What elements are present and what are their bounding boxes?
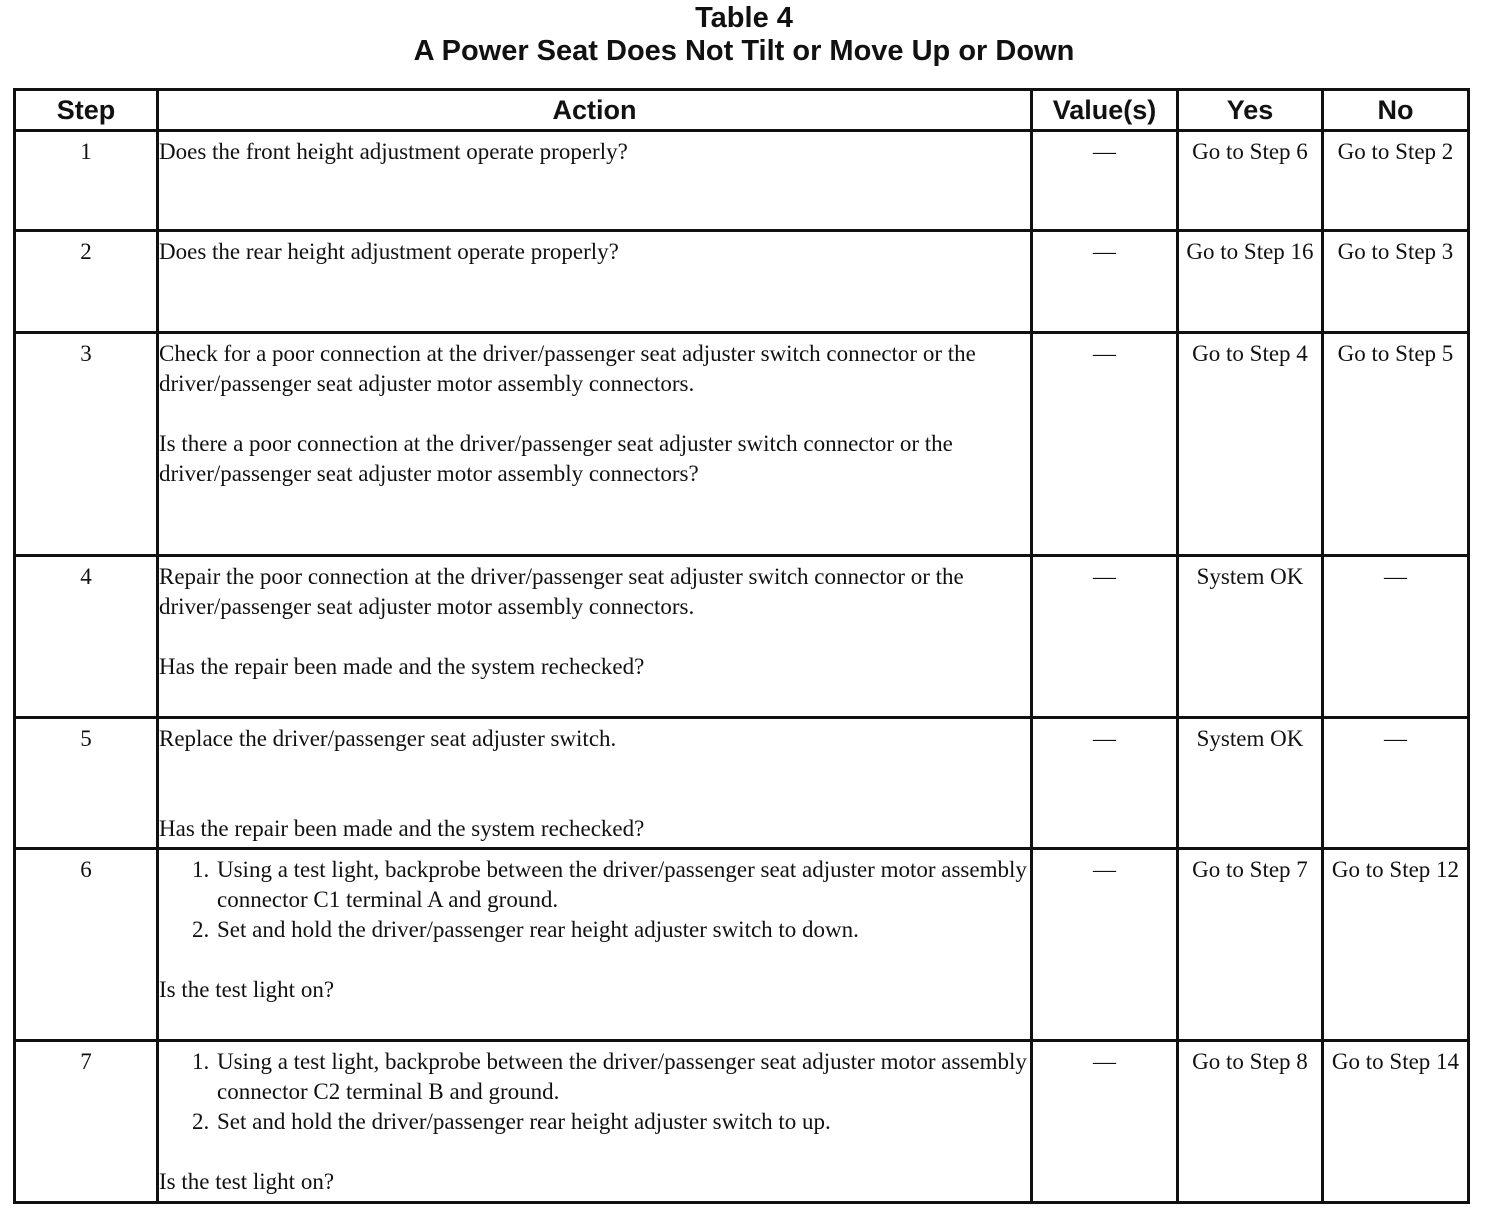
table-row: [15, 849, 1469, 1041]
action-question: Is there a poor connection at the driver/passenger seat adjuster switch connector or the driver/passenger seat adjuster motor assembly connectors?: [159, 431, 953, 486]
action-instruction: Replace the driver/passenger seat adjuster switch.: [159, 726, 617, 751]
step-number: 5: [15, 718, 158, 849]
yes-result: Go to Step 4: [1178, 333, 1323, 556]
table-row: [15, 131, 1469, 231]
action-question: Is the test light on?: [159, 1169, 335, 1194]
no-result: Go to Step 2: [1323, 131, 1469, 231]
yes-header: Yes: [1178, 90, 1323, 131]
value-cell: —: [1032, 718, 1178, 849]
yes-result: Go to Step 16: [1178, 231, 1323, 333]
action-question: Is the test light on?: [159, 977, 335, 1002]
action-instruction: Check for a poor connection at the driver/passenger seat adjuster switch connector or the driver/passenger seat adjuster motor assembly connectors.: [159, 341, 976, 396]
step-number: 4: [15, 556, 158, 718]
yes-result: System OK: [1178, 556, 1323, 718]
yes-result: System OK: [1178, 718, 1323, 849]
paragraph-gap: [159, 1137, 1030, 1167]
table-title: [0, 2, 1488, 68]
paragraph-gap: [159, 622, 1030, 652]
value-cell: —: [1032, 333, 1178, 556]
paragraph-gap: [159, 945, 1030, 975]
value-cell: —: [1032, 131, 1178, 231]
table-row: [15, 333, 1469, 556]
header-row: [15, 90, 1469, 131]
yes-result: Go to Step 8: [1178, 1041, 1323, 1203]
no-result: —: [1323, 718, 1469, 849]
step-number: 3: [15, 333, 158, 556]
step-number: 1: [15, 131, 158, 231]
table-caption: A Power Seat Does Not Tilt or Move Up or Down: [413, 35, 1075, 67]
no-result: Go to Step 14: [1323, 1041, 1469, 1203]
action-question: Has the repair been made and the system rechecked?: [159, 816, 645, 841]
paragraph-gap: [159, 784, 1030, 814]
action-step-item: 1. Using a test light, backprobe between the driver/passenger seat adjuster motor assembly connector C2 terminal B and ground.: [215, 1047, 1030, 1107]
action-cell: [158, 333, 1032, 556]
values-header: Value(s): [1032, 90, 1178, 131]
action-steps-list: [159, 855, 1030, 945]
table-row: [15, 1041, 1469, 1203]
no-result: Go to Step 3: [1323, 231, 1469, 333]
action-step-item: 2. Set and hold the driver/passenger rear height adjuster switch to down.: [215, 915, 1030, 945]
table-row: [15, 718, 1469, 849]
action-step-item: 1. Using a test light, backprobe between the driver/passenger seat adjuster motor assembly connector C1 terminal A and ground.: [215, 855, 1030, 915]
value-cell: —: [1032, 231, 1178, 333]
yes-result: Go to Step 6: [1178, 131, 1323, 231]
value-cell: —: [1032, 556, 1178, 718]
step-number: 7: [15, 1041, 158, 1203]
action-cell: [158, 849, 1032, 1041]
no-result: —: [1323, 556, 1469, 718]
no-header: No: [1323, 90, 1469, 131]
no-result: Go to Step 5: [1323, 333, 1469, 556]
paragraph-gap: [159, 399, 1030, 429]
action-question: Has the repair been made and the system rechecked?: [159, 654, 645, 679]
action-cell: [158, 718, 1032, 849]
table-body: [15, 131, 1469, 1203]
action-cell: [158, 131, 1032, 231]
table-number: Table 4: [695, 2, 793, 34]
action-cell: [158, 1041, 1032, 1203]
step-number: 2: [15, 231, 158, 333]
action-question: Does the front height adjustment operate properly?: [159, 139, 628, 164]
action-header: Action: [158, 90, 1032, 131]
step-header: Step: [15, 90, 158, 131]
action-question: Does the rear height adjustment operate properly?: [159, 239, 619, 264]
action-cell: [158, 556, 1032, 718]
action-step-item: 2. Set and hold the driver/passenger rear height adjuster switch to up.: [215, 1107, 1030, 1137]
action-steps-list: [159, 1047, 1030, 1137]
table-row: [15, 231, 1469, 333]
yes-result: Go to Step 7: [1178, 849, 1323, 1041]
value-cell: —: [1032, 849, 1178, 1041]
no-result: Go to Step 12: [1323, 849, 1469, 1041]
paragraph-gap: [159, 754, 1030, 784]
action-instruction: Repair the poor connection at the driver/passenger seat adjuster switch connector or the driver/passenger seat adjuster motor assembly connectors.: [159, 564, 964, 619]
value-cell: —: [1032, 1041, 1178, 1203]
step-number: 6: [15, 849, 158, 1041]
diagnostic-table: [13, 88, 1470, 1204]
action-cell: [158, 231, 1032, 333]
table-row: [15, 556, 1469, 718]
